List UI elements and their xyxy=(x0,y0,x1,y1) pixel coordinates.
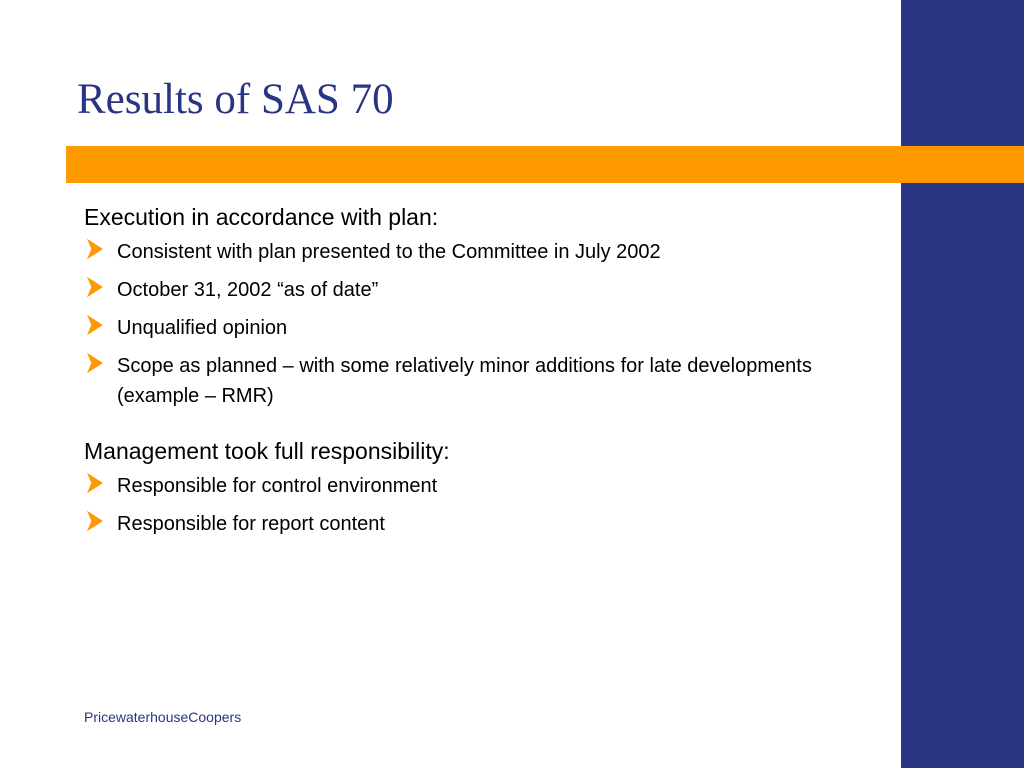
page-number: 16 xyxy=(954,709,970,725)
section-execution xyxy=(84,201,864,411)
arrowhead-bullet-icon xyxy=(86,276,104,298)
bullet-text: Scope as planned – with some relatively minor additions for late developments (example – RMR) xyxy=(117,355,812,407)
bullet-text: Unqualified opinion xyxy=(117,317,288,339)
bullet-item xyxy=(84,471,864,501)
bullet-item xyxy=(84,509,864,539)
bullet-item xyxy=(84,275,864,305)
bullet-list xyxy=(84,237,864,411)
slide-body xyxy=(84,201,864,547)
bullet-item xyxy=(84,313,864,343)
footer-company: PricewaterhouseCoopers xyxy=(84,709,242,725)
arrowhead-bullet-icon xyxy=(86,510,104,532)
section-heading: Management took full responsibility: xyxy=(84,438,450,464)
title-accent-bar xyxy=(66,146,1024,183)
arrowhead-bullet-icon xyxy=(86,238,104,260)
bullet-item xyxy=(84,351,864,411)
slide-title: Results of SAS 70 xyxy=(77,76,394,123)
section-heading: Execution in accordance with plan: xyxy=(84,204,439,230)
bullet-text: Responsible for report content xyxy=(117,513,385,535)
arrowhead-bullet-icon xyxy=(86,472,104,494)
bullet-list xyxy=(84,471,864,539)
bullet-item xyxy=(84,237,864,267)
arrowhead-bullet-icon xyxy=(86,314,104,336)
section-management xyxy=(84,435,864,539)
bullet-text: Consistent with plan presented to the Committee in July 2002 xyxy=(117,241,661,263)
arrowhead-bullet-icon xyxy=(86,352,104,374)
bullet-text: Responsible for control environment xyxy=(117,475,438,497)
bullet-text: October 31, 2002 “as of date” xyxy=(117,279,379,301)
right-accent-band xyxy=(901,0,1024,768)
